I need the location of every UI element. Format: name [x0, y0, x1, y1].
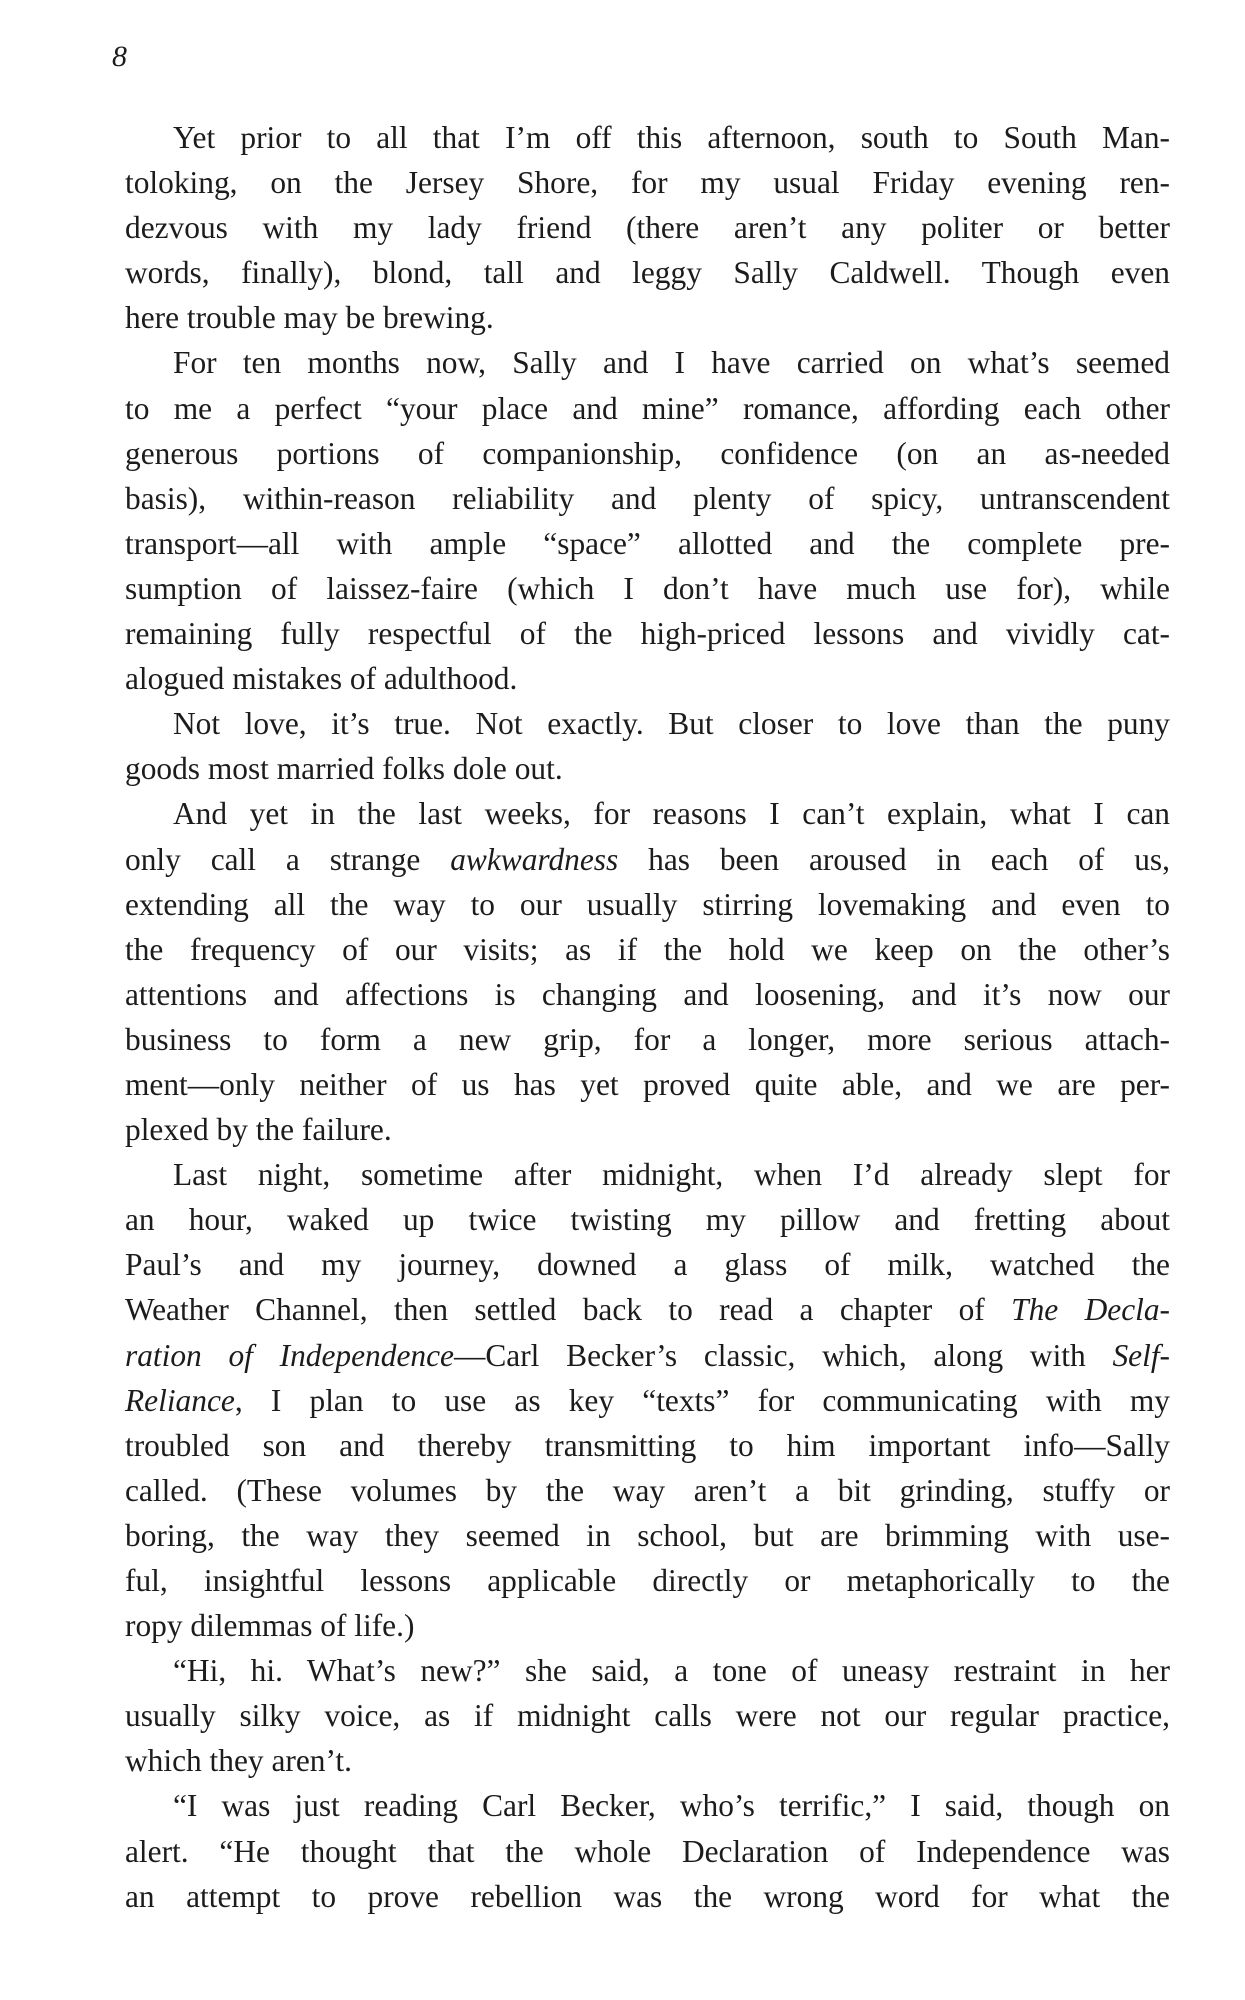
text-line: words, finally), blond, tall and leggy Sally Caldwell. Though even	[125, 255, 1170, 291]
text-line	[125, 1378, 1170, 1423]
text-line: toloking, on the Jersey Shore, for my usual Friday evening ren-	[125, 165, 1170, 201]
text-run: , I plan to use as key “texts” for communicating with my	[234, 1382, 1170, 1418]
text-line: alert. “He thought that the whole Declaration of Independence was	[125, 1833, 1170, 1869]
text-line: an attempt to prove rebellion was the wrong word for what the	[125, 1878, 1170, 1914]
text-line: business to form a new grip, for a longer, more serious attach-	[125, 1021, 1170, 1057]
book-title-text: Reliance	[125, 1382, 235, 1418]
text-line: generous portions of companionship, confidence (on an as-needed	[125, 435, 1170, 471]
text-line: transport—all with ample “space” allotted and the complete pre-	[125, 525, 1170, 561]
text-line: called. (These volumes by the way aren’t a bit grinding, stuffy or	[125, 1472, 1170, 1508]
page-number: 8	[112, 40, 127, 73]
text-line: Not love, it’s true. Not exactly. But closer to love than the puny	[173, 706, 1170, 742]
text-line: ropy dilemmas of life.)	[125, 1608, 415, 1644]
text-line: “Hi, hi. What’s new?” she said, a tone of uneasy restraint in her	[173, 1653, 1170, 1689]
text-line	[125, 837, 1170, 882]
text-run: only call a strange	[125, 841, 451, 877]
text-line: “I was just reading Carl Becker, who’s terrific,” I said, though on	[173, 1788, 1170, 1824]
text-line: ful, insightful lessons applicable directly or metaphorically to the	[125, 1563, 1170, 1598]
text-line: ment—only neither of us has yet proved quite able, and we are per-	[125, 1066, 1170, 1102]
text-run: —Carl Becker’s classic, which, along with	[453, 1337, 1113, 1373]
paragraph-3	[125, 701, 1170, 791]
text-line: dezvous with my lady friend (there aren’t any politer or better	[125, 210, 1170, 246]
text-line: Last night, sometime after midnight, when I’d already slept for	[173, 1157, 1170, 1193]
book-title-text: Self-	[1112, 1337, 1170, 1373]
paragraph-1	[125, 115, 1170, 340]
text-run: Weather Channel, then settled back to read a chapter of	[125, 1292, 1012, 1328]
text-line: usually silky voice, as if midnight calls were not our regular practice,	[125, 1698, 1170, 1734]
text-line: the frequency of our visits; as if the hold we keep on the other’s	[125, 931, 1170, 967]
text-run: has been aroused in each of us,	[618, 841, 1170, 877]
text-line: to me a perfect “your place and mine” romance, affording each other	[125, 390, 1170, 426]
text-line: And yet in the last weeks, for reasons I can’t explain, what I can	[173, 796, 1170, 832]
text-line: extending all the way to our usually stirring lovemaking and even to	[125, 886, 1170, 922]
paragraph-7	[125, 1783, 1170, 1918]
text-line: an hour, waked up twice twisting my pillow and fretting about	[125, 1202, 1170, 1238]
text-line: plexed by the failure.	[125, 1112, 392, 1148]
text-line: remaining fully respectful of the high-priced lessons and vividly cat-	[125, 616, 1170, 652]
paragraph-2	[125, 340, 1170, 701]
paragraph-5	[125, 1152, 1170, 1648]
text-line	[125, 1287, 1170, 1332]
text-line: attentions and affections is changing and loosening, and it’s now our	[125, 976, 1170, 1012]
text-line: which they aren’t.	[125, 1743, 352, 1779]
text-line: For ten months now, Sally and I have carried on what’s seemed	[173, 345, 1170, 381]
text-line	[125, 1333, 1170, 1378]
text-line: boring, the way they seemed in school, but are brimming with use-	[125, 1517, 1170, 1553]
book-title-text: The Decla-	[1011, 1292, 1170, 1328]
text-line: goods most married folks dole out.	[125, 751, 563, 787]
text-line: Paul’s and my journey, downed a glass of milk, watched the	[125, 1247, 1170, 1283]
body-text	[125, 115, 1170, 1919]
text-line: Yet prior to all that I’m off this afternoon, south to South Man-	[173, 120, 1170, 155]
emphasis-text: awkwardness	[450, 841, 619, 877]
text-line: basis), within-reason reliability and plenty of spicy, untranscendent	[125, 480, 1170, 516]
text-line: sumption of laissez-faire (which I don’t have much use for), while	[125, 570, 1170, 606]
paragraph-6	[125, 1648, 1170, 1783]
text-line: here trouble may be brewing.	[125, 300, 494, 336]
text-line: alogued mistakes of adulthood.	[125, 661, 518, 697]
text-line: troubled son and thereby transmitting to him important info—Sally	[125, 1427, 1170, 1463]
book-title-text: ration of Independence	[125, 1337, 454, 1373]
paragraph-4	[125, 791, 1170, 1152]
